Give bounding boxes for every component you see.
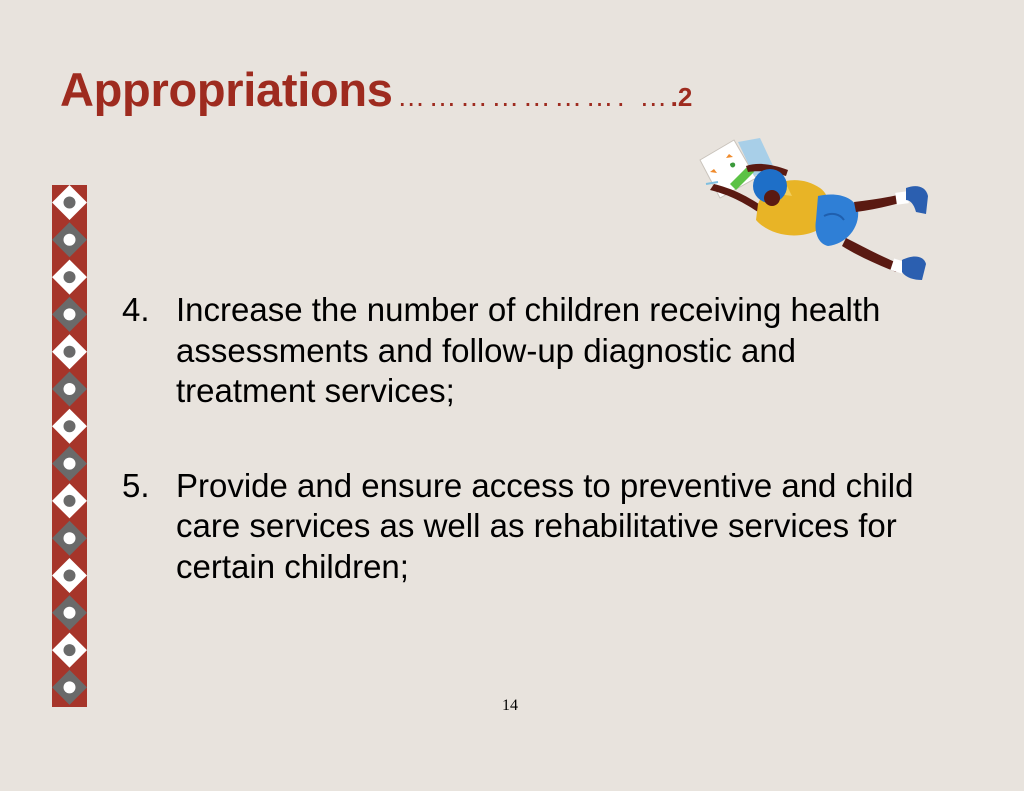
strip-dot xyxy=(64,644,76,656)
strip-dot xyxy=(64,532,76,544)
strip-dot xyxy=(64,607,76,619)
strip-dot xyxy=(64,570,76,582)
strip-dot xyxy=(64,420,76,432)
strip-dot xyxy=(64,681,76,693)
strip-dot xyxy=(64,495,76,507)
item-text: Provide and ensure access to preventive and child care services as well as rehabilitative services for certain children; xyxy=(176,466,914,585)
list-item xyxy=(122,290,922,412)
title-suffix: .2 xyxy=(670,82,693,112)
item-list xyxy=(122,290,922,641)
strip-dot xyxy=(64,383,76,395)
diamond-strip-icon xyxy=(52,185,87,707)
item-number: 4. xyxy=(122,291,150,328)
strip-dot xyxy=(64,234,76,246)
strip-dot xyxy=(64,271,76,283)
strip-dot xyxy=(64,197,76,209)
strip-dot xyxy=(64,308,76,320)
strip-dot xyxy=(64,458,76,470)
title-dots: …………………. … xyxy=(397,81,671,112)
item-text: Increase the number of children receiving health assessments and follow-up diagnostic and treatment services; xyxy=(176,291,881,409)
strip-dot xyxy=(64,346,76,358)
item-number: 5. xyxy=(122,466,150,504)
page-number: 14 xyxy=(502,697,518,714)
title-text: Appropriations xyxy=(60,63,393,116)
list-item xyxy=(122,466,922,588)
child-reading-illustration xyxy=(686,132,936,282)
slide-title xyxy=(60,62,692,117)
